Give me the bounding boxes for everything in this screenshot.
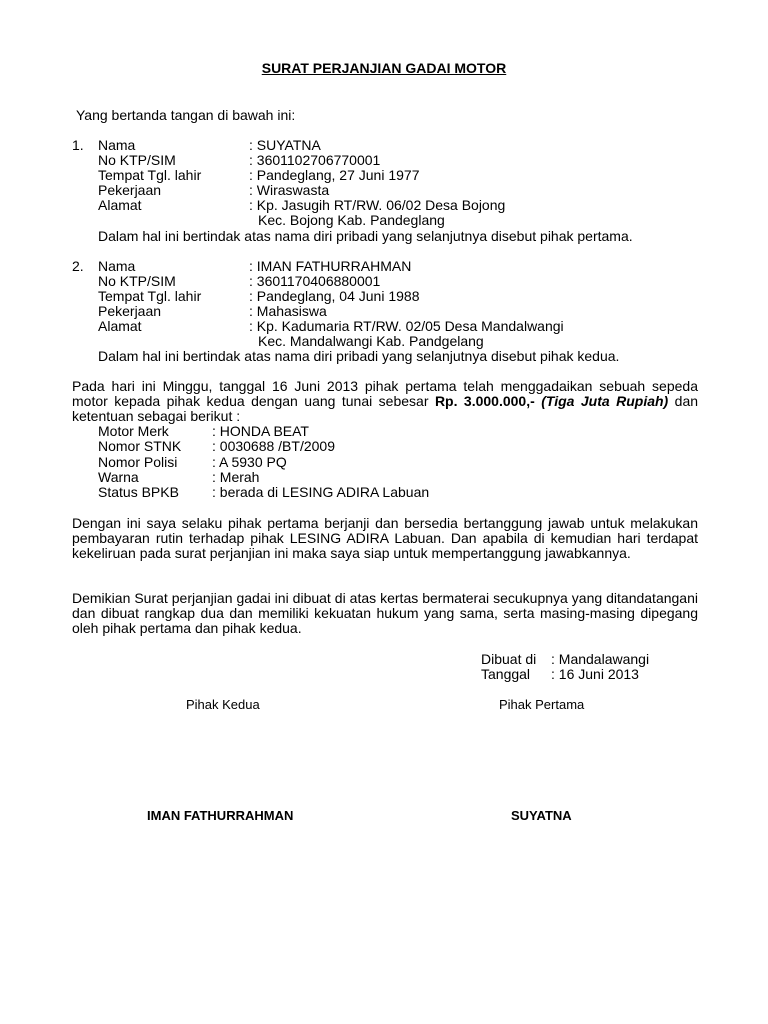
vehicle-value-color: : Merah bbox=[212, 469, 260, 485]
loan-amount: Rp. 3.000.000,- bbox=[434, 393, 535, 409]
vehicle-label-brand: Motor Merk bbox=[98, 423, 169, 439]
vehicle-value-brand: : HONDA BEAT bbox=[212, 423, 309, 439]
party1-value-job: : Wiraswasta bbox=[249, 182, 330, 198]
party1-label-job: Pekerjaan bbox=[98, 182, 162, 198]
party2-value-id: : 3601170406880001 bbox=[249, 273, 381, 289]
party2-value-job: : Mahasiswa bbox=[249, 303, 327, 319]
party2-label-id: No KTP/SIM bbox=[98, 273, 176, 289]
vehicle-value-stnk: : 0030688 /BT/2009 bbox=[212, 438, 335, 454]
place-value: : Mandalawangi bbox=[551, 651, 650, 667]
party2-address-cont: Kec. Mandalwangi Kab. Pandgelang bbox=[258, 333, 484, 349]
signature-role-right: Pihak Pertama bbox=[499, 697, 585, 712]
signature-role-left: Pihak Kedua bbox=[186, 697, 260, 712]
party1-label-birth: Tempat Tgl. lahir bbox=[98, 167, 202, 183]
party2-number: 2. bbox=[72, 258, 84, 274]
date-value: : 16 Juni 2013 bbox=[551, 666, 639, 682]
party1-value-address: : Kp. Jasugih RT/RW. 06/02 Desa Bojong bbox=[249, 197, 506, 213]
party1-value-birth: : Pandeglang, 27 Juni 1977 bbox=[249, 167, 420, 183]
date-label: Tanggal bbox=[481, 666, 531, 682]
responsibility-paragraph: Dengan ini saya selaku pihak pertama berjanji dan bersedia bertanggung jawab untuk melakukan pembayaran rutin terhadap pihak LESING ADIRA Labuan. Dan apabila di kemudian hari terdapat kekeliruan pada surat perjanjian ini maka saya siap untuk mempertanggung jawabkannya. bbox=[72, 515, 698, 561]
party1-address-cont: Kec. Bojong Kab. Pandeglang bbox=[258, 212, 445, 228]
party1-label-id: No KTP/SIM bbox=[98, 152, 176, 168]
party1-value-id: : 3601102706770001 bbox=[249, 152, 381, 168]
party2-value-address: : Kp. Kadumaria RT/RW. 02/05 Desa Mandalwangi bbox=[249, 318, 564, 334]
vehicle-label-plate: Nomor Polisi bbox=[98, 454, 178, 470]
signature-name-right: SUYATNA bbox=[511, 808, 572, 823]
intro-text: Yang bertanda tangan di bawah ini: bbox=[76, 107, 296, 123]
signature-name-left: IMAN FATHURRAHMAN bbox=[147, 808, 294, 823]
document-title: SURAT PERJANJIAN GADAI MOTOR bbox=[261, 60, 507, 76]
party2-label-birth: Tempat Tgl. lahir bbox=[98, 288, 202, 304]
party2-value-name: : IMAN FATHURRAHMAN bbox=[249, 258, 412, 274]
party1-label-name: Nama bbox=[98, 137, 136, 153]
party2-label-name: Nama bbox=[98, 258, 136, 274]
party1-statement: Dalam hal ini bertindak atas nama diri pribadi yang selanjutnya disebut pihak pertama. bbox=[98, 228, 633, 244]
party2-statement: Dalam hal ini bertindak atas nama diri pribadi yang selanjutnya disebut pihak kedua. bbox=[98, 348, 620, 364]
place-label: Dibuat di bbox=[481, 651, 537, 667]
loan-amount-words: (Tiga Juta Rupiah) bbox=[541, 393, 669, 409]
agreement-tail: dan ketentuan sebagai berikut : bbox=[72, 393, 699, 424]
party1-number: 1. bbox=[72, 137, 84, 153]
party1-value-name: : SUYATNA bbox=[249, 137, 321, 153]
vehicle-label-color: Warna bbox=[98, 469, 139, 485]
party1-label-address: Alamat bbox=[98, 197, 142, 213]
agreement-paragraph bbox=[72, 379, 698, 424]
closing-paragraph: Demikian Surat perjanjian gadai ini dibuat di atas kertas bermaterai secukupnya yang ditandatangani dan dibuat rangkap dua dan memiliki kekuatan hukum yang sama, serta masing-masing dipegang oleh pihak pertama dan pihak kedua. bbox=[72, 590, 698, 636]
vehicle-label-stnk: Nomor STNK bbox=[98, 438, 182, 454]
vehicle-value-bpkb: : berada di LESING ADIRA Labuan bbox=[212, 484, 430, 500]
vehicle-value-plate: : A 5930 PQ bbox=[212, 454, 287, 470]
agreement-text: Pada hari ini Minggu, tanggal 16 Juni 2013 pihak pertama telah menggadaikan sebuah sepeda motor kepada pihak kedua dengan uang tunai sebesar bbox=[72, 378, 698, 409]
party2-label-job: Pekerjaan bbox=[98, 303, 162, 319]
party2-value-birth: : Pandeglang, 04 Juni 1988 bbox=[249, 288, 420, 304]
vehicle-label-bpkb: Status BPKB bbox=[98, 484, 179, 500]
party2-label-address: Alamat bbox=[98, 318, 142, 334]
